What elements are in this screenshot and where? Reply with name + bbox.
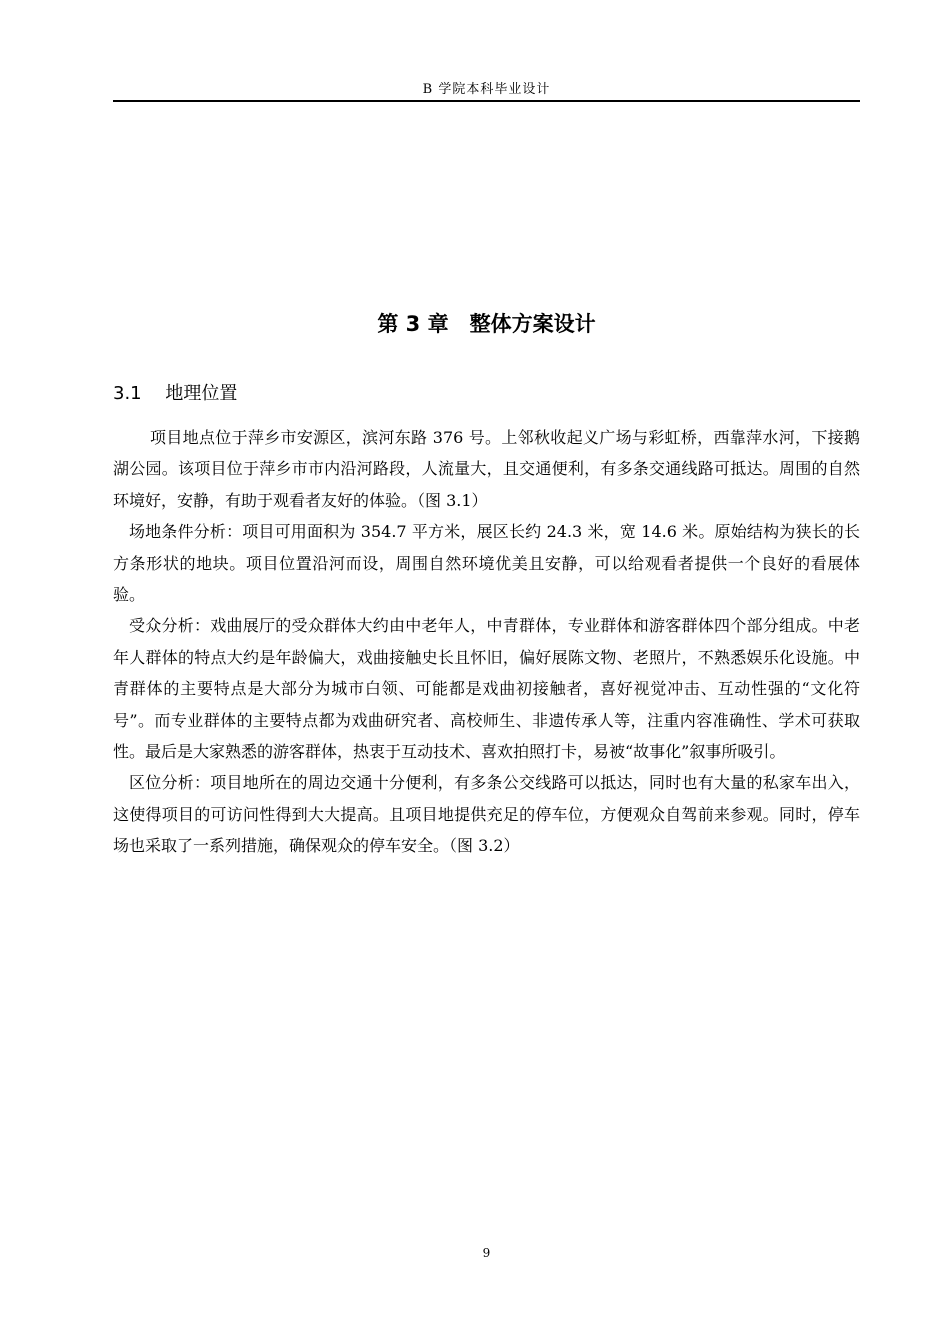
page-header: B 学院本科毕业设计 (422, 82, 551, 97)
paragraph-site-analysis: 场地条件分析：项目可用面积为 354.7 平方米，展区长约 24.3 米，宽 14.6 米。原始结构为狭长的长方条形状的地块。项目位置沿河而设，周围自然环境优美且安静，可以给观看者提供一个良好的看展体验。 (113, 522, 860, 605)
section-heading: 3.1 地理位置 (113, 383, 238, 404)
paragraph-location: 项目地点位于萍乡市安源区，滨河东路 376 号。上邻秋收起义广场与彩虹桥，西靠萍水河，下接鹅湖公园。该项目位于萍乡市市内沿河路段，人流量大，且交通便利，有多条交通线路可抵达。周围的自然环境好，安静，有助于观看者友好的体验。（图 3.1） (113, 428, 860, 510)
page-number: 9 (482, 1246, 491, 1260)
body-text (113, 422, 860, 862)
paragraph-audience-analysis: 受众分析：戏曲展厅的受众群体大约由中老年人，中青群体，专业群体和游客群体四个部分组成。中老年人群体的特点大约是年龄偏大，戏曲接触史长且怀旧，偏好展陈文物、老照片，不熟悉娱乐化设施。中青群体的主要特点是大部分为城市白领、可能都是戏曲初接触者，喜好视觉冲击、互动性强的“文化符号”。而专业群体的主要特点都为戏曲研究者、高校师生、非遗传承人等，注重内容准确性、学术可获取性。最后是大家熟悉的游客群体，热衷于互动技术、喜欢拍照打卡，易被“故事化”叙事所吸引。 (113, 616, 860, 762)
chapter-title: 第 3 章 整体方案设计 (377, 312, 596, 336)
paragraph-location-analysis: 区位分析：项目地所在的周边交通十分便利，有多条公交线路可以抵达，同时也有大量的私家车出入，这使得项目的可访问性得到大大提高。且项目地提供充足的停车位，方便观众自驾前来参观。同时，停车场也采取了一系列措施，确保观众的停车安全。（图 3.2） (113, 773, 860, 856)
header-divider (113, 100, 860, 102)
